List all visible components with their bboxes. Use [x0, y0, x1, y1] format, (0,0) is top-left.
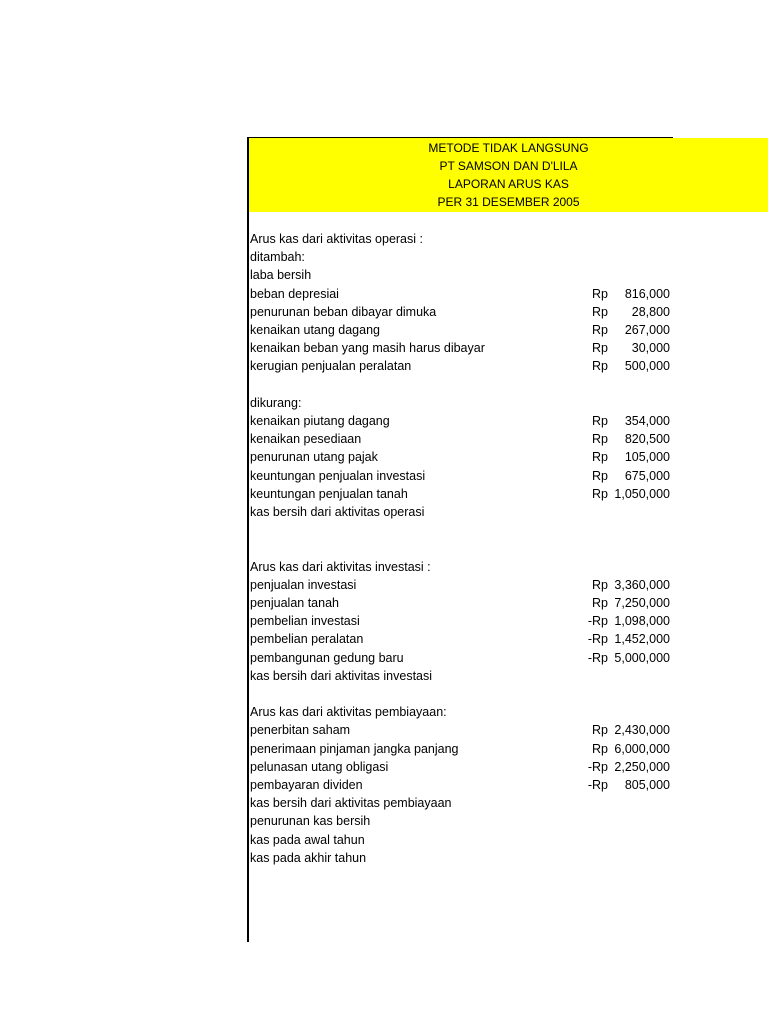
row-label: penurunan beban dibayar dimuka — [250, 304, 437, 319]
row-label: penerimaan pinjaman jangka panjang — [250, 741, 459, 756]
table-row — [250, 794, 670, 812]
row-label: penjualan tanah — [250, 596, 339, 610]
table-row — [250, 357, 670, 375]
row-label: kas bersih dari aktivitas pembiayaan — [250, 796, 452, 811]
table-row — [250, 667, 670, 685]
table-row — [250, 412, 670, 430]
table-row — [250, 558, 670, 576]
table-row — [250, 376, 670, 394]
row-currency: Rp — [592, 486, 608, 501]
row-currency: Rp — [592, 450, 608, 465]
table-row — [250, 594, 670, 612]
row-label: kenaikan utang dagang — [250, 323, 380, 337]
report-date: PER 31 DESEMBER 2005 — [437, 195, 580, 209]
row-label: kenaikan piutang dagang — [250, 414, 390, 428]
row-amount: 805,000 — [624, 778, 670, 792]
left-border — [247, 138, 249, 942]
row-label: kerugian penjualan peralatan — [250, 359, 412, 374]
table-row — [250, 521, 670, 539]
row-label: kas bersih dari aktivitas investasi — [250, 668, 433, 683]
row-currency: Rp — [592, 304, 608, 319]
row-label: kenaikan beban yang masih harus dibayar — [250, 341, 485, 356]
table-row — [250, 612, 670, 630]
row-amount: 3,360,000 — [614, 577, 670, 592]
row-amount: 1,452,000 — [614, 632, 670, 647]
row-amount: 354,000 — [624, 414, 670, 428]
row-amount: 105,000 — [624, 450, 670, 465]
table-row — [250, 831, 670, 849]
row-amount: 28,800 — [631, 304, 670, 319]
row-currency: Rp — [592, 286, 608, 301]
row-amount: 5,000,000 — [614, 650, 670, 665]
row-label: Arus kas dari aktivitas operasi : — [250, 232, 423, 246]
table-row — [250, 430, 670, 448]
row-amount: 1,098,000 — [614, 614, 670, 629]
report-method: METODE TIDAK LANGSUNG — [428, 141, 589, 155]
row-currency: -Rp — [587, 778, 608, 792]
row-currency: Rp — [592, 341, 608, 356]
row-amount: 7,250,000 — [614, 596, 670, 610]
row-label: keuntungan penjualan investasi — [250, 468, 426, 483]
row-currency: Rp — [592, 741, 608, 756]
row-label: kenaikan pesediaan — [250, 432, 362, 447]
row-label: penurunan utang pajak — [250, 450, 378, 465]
row-label: pembayaran dividen — [250, 778, 363, 792]
row-currency: Rp — [592, 468, 608, 483]
table-row — [250, 467, 670, 485]
row-amount: 267,000 — [624, 323, 670, 337]
table-row — [250, 721, 670, 739]
table-row — [250, 539, 670, 557]
table-row — [250, 266, 670, 284]
row-currency: -Rp — [587, 614, 608, 629]
table-row — [250, 740, 670, 758]
row-currency: Rp — [592, 596, 608, 610]
row-label: penerbitan saham — [250, 723, 351, 738]
row-label: kas bersih dari aktivitas operasi — [250, 505, 425, 519]
row-currency: -Rp — [587, 632, 608, 647]
row-currency: Rp — [592, 359, 608, 374]
table-row — [250, 812, 670, 830]
table-row — [250, 339, 670, 357]
row-label: pembelian investasi — [250, 614, 360, 629]
row-currency: Rp — [592, 577, 608, 592]
row-amount: 675,000 — [624, 468, 670, 483]
row-label: dikurang: — [250, 395, 302, 410]
company-name: PT SAMSON DAN D'LILA — [439, 159, 578, 173]
table-row — [250, 576, 670, 594]
row-amount: 1,050,000 — [614, 486, 670, 501]
table-row — [250, 321, 670, 339]
table-row — [250, 503, 670, 521]
row-currency: Rp — [592, 723, 608, 738]
row-label: laba bersih — [250, 268, 312, 283]
table-row — [250, 485, 670, 503]
table-row — [250, 685, 670, 703]
row-amount: 2,250,000 — [614, 759, 670, 774]
table-row — [250, 649, 670, 667]
row-currency: Rp — [592, 414, 608, 428]
row-label: pembelian peralatan — [250, 632, 364, 647]
table-row — [250, 703, 670, 721]
row-currency: Rp — [592, 432, 608, 447]
row-label: kas pada awal tahun — [250, 832, 365, 847]
row-label: kas pada akhir tahun — [250, 850, 367, 865]
row-label: Arus kas dari aktivitas investasi : — [250, 559, 431, 574]
table-row — [250, 394, 670, 412]
row-label: keuntungan penjualan tanah — [250, 486, 408, 501]
row-currency: Rp — [592, 323, 608, 337]
row-amount: 820,500 — [624, 432, 670, 447]
row-amount: 816,000 — [624, 286, 670, 301]
table-row — [250, 230, 670, 248]
row-label: beban depresiai — [250, 286, 339, 301]
row-amount: 6,000,000 — [614, 741, 670, 756]
row-amount: 500,000 — [624, 359, 670, 374]
table-row — [250, 849, 670, 867]
row-amount: 30,000 — [631, 341, 670, 356]
table-row — [250, 758, 670, 776]
table-row — [250, 285, 670, 303]
row-label: pembangunan gedung baru — [250, 650, 404, 665]
report-title: LAPORAN ARUS KAS — [448, 177, 569, 191]
row-amount: 2,430,000 — [614, 723, 670, 738]
row-label: Arus kas dari aktivitas pembiayaan: — [250, 705, 447, 720]
row-currency: -Rp — [587, 759, 608, 774]
table-row — [250, 630, 670, 648]
table-row — [250, 248, 670, 266]
table-row — [250, 776, 670, 794]
row-label: ditambah: — [250, 250, 305, 265]
row-label: pelunasan utang obligasi — [250, 759, 389, 774]
table-row — [250, 303, 670, 321]
row-label: penurunan kas bersih — [250, 814, 371, 829]
row-label: penjualan investasi — [250, 577, 357, 592]
row-currency: -Rp — [587, 650, 608, 665]
table-row — [250, 448, 670, 466]
